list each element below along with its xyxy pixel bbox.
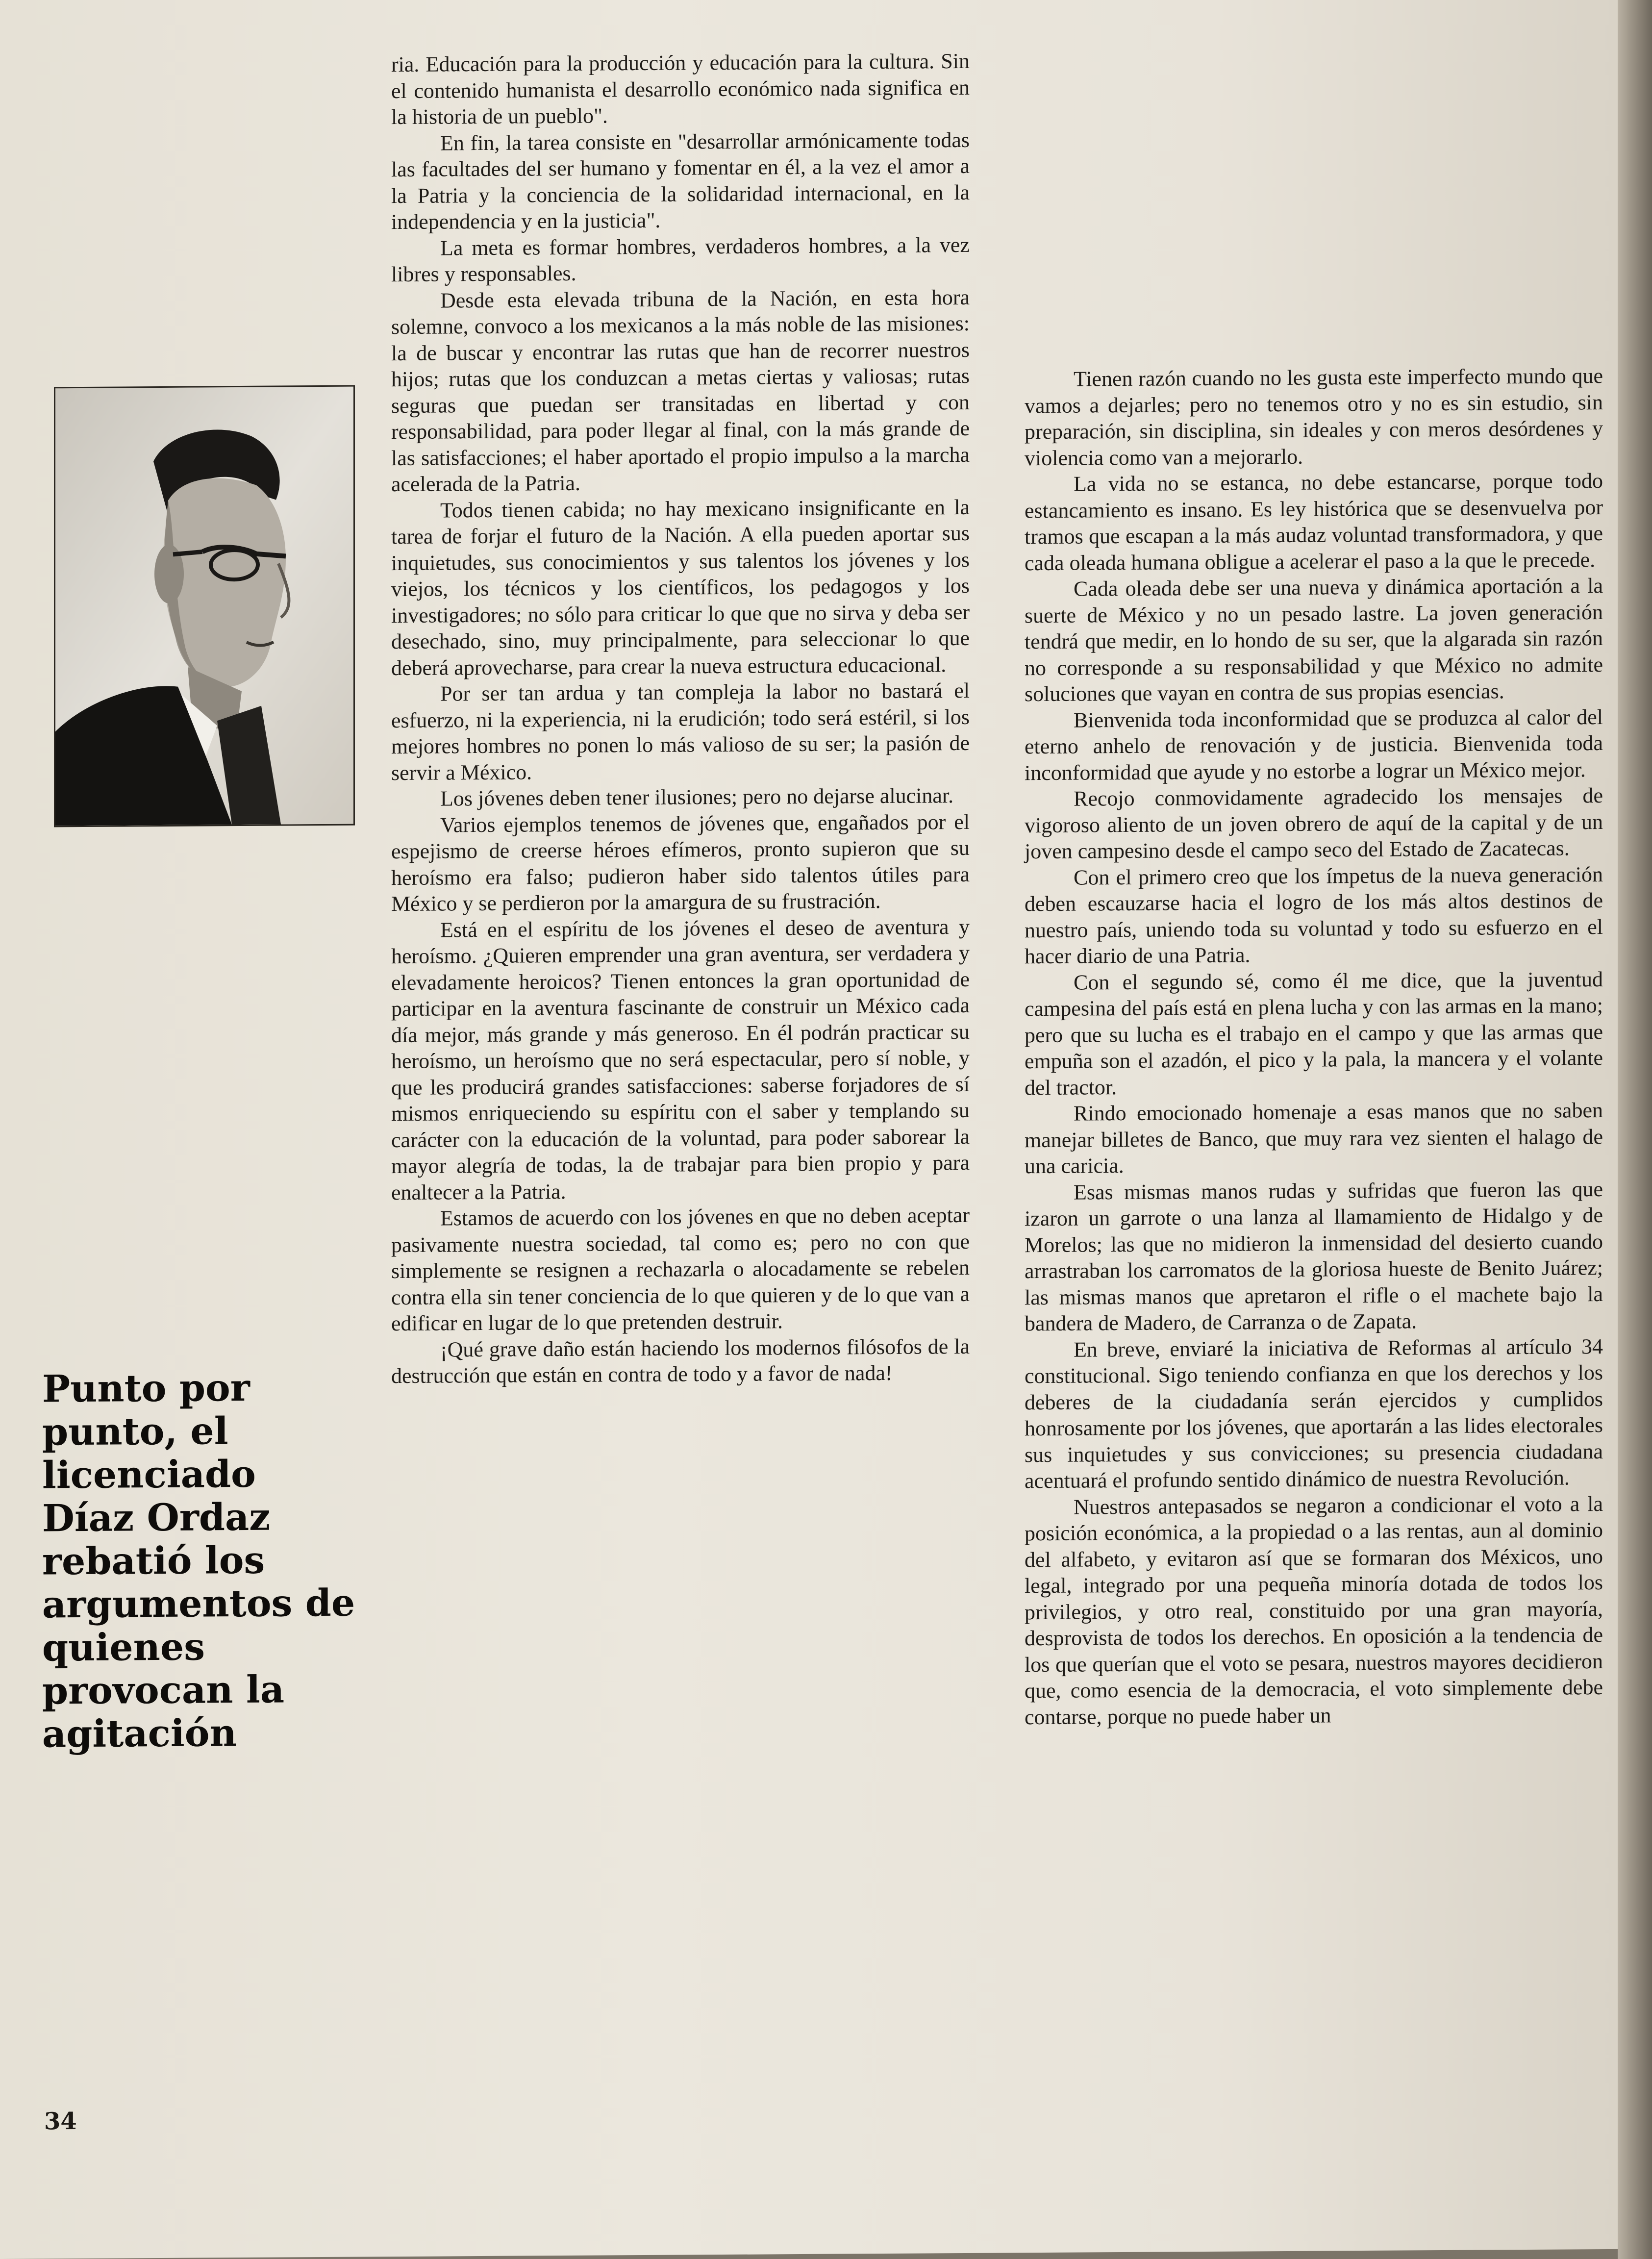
paragraph: Recojo conmovidamente agradecido los mensajes de vigoroso aliento de un joven obrero de aquí de la capital y de un joven campesino desde el campo seco del Estado de Zacatecas. <box>1025 783 1603 864</box>
paragraph: En breve, enviaré la iniciativa de Reformas al artículo 34 constitucional. Sigo teniendo confianza en que los derechos y los deberes de la ciudadanía serán ejercidos y cumplidos honrosamente por los jóvenes, que aportarán a las lides electorales sus inquietudes y sus convicciones; su presencia ciudadana acentuará el profundo sentido dinámico de nuestra Revolución. <box>1025 1334 1603 1493</box>
paragraph: Está en el espíritu de los jóvenes el deseo de aventura y heroísmo. ¿Quieren emprender una gran aventura, ser verdadera y elevadamente heroicos? Tienen entonces la gran oportunidad de participar en la aventura fascinante de construir un México cada día mejor, más grande y más generoso. En él podrán practicar su heroísmo, un heroísmo que no será espectacular, pero sí noble, y que les producirá grandes satisfacciones: saberse forjadores de sí mismos enriqueciendo su espíritu con el saber y templando su carácter con la educación de la voluntad, para poder saborear la mayor alegría de todas, la de trabajar para bien propio y para enaltecer a la Patria. <box>391 914 970 1205</box>
paragraph: En fin, la tarea consiste en "desarrollar armónicamente todas las facultades del ser humano y fomentar en él, a la vez el amor a la Patria y la conciencia de la solidaridad internacional, en la independencia y en la justicia". <box>391 127 970 234</box>
paragraph: Bienvenida toda inconformidad que se produzca al calor del eterno anhelo de renovación y de justicia. Bienvenida toda inconformidad que ayude y no estorbe a lograr un México mejor. <box>1025 704 1603 785</box>
paragraph: Esas mismas manos rudas y sufridas que fueron las que izaron un garrote o una lanza al llamamiento de Hidalgo y de Morelos; las que no midieron la inmensidad del desierto cuando arrastraban los carromatos de la gloriosa hueste de Benito Juárez; las mismas manos que apretaron el rifle o el machete bajo la bandera de Madero, de Carranza o de Zapata. <box>1025 1177 1603 1336</box>
paragraph: La vida no se estanca, no debe estancarse, porque todo estancamiento es insano. Es ley histórica que se desenvuelva por tramos que escapan a la más audaz voluntad transformadora, y que cada oleada humana obligue a acelerar el paso a la que le precede. <box>1025 469 1603 575</box>
paragraph: Todos tienen cabida; no hay mexicano insignificante en la tarea de forjar el futuro de la Nación. A ella pueden aportar sus inquietudes, sus conocimientos y sus talentos los jóvenes y los viejos, los técnicos y los científicos, los pedagogos y los investigadores; no sólo para criticar lo que que no sirva y deba ser desechado, sino, muy principalmente, para seleccionar lo que deberá aprovecharse, para crear la nueva estructura educacional. <box>391 495 970 680</box>
article-column-middle <box>391 48 970 1389</box>
headline: Punto por punto, el licenciado Díaz Ordaz rebatió los argumentos de quienes provocan la agitación <box>42 1365 355 1756</box>
paragraph: Los jóvenes deben tener ilusiones; pero no dejarse alucinar. <box>440 783 954 811</box>
portrait-photo-graphic <box>55 387 353 826</box>
paragraph: Con el segundo sé, como él me dice, que la juventud campesina del país está en plena lucha y con las armas en la mano; pero que su lucha es el trabajo en el campo y que las armas que empuña son el azadón, el pico y la pala, la mancera y el volante del tractor. <box>1025 967 1603 1100</box>
paragraph: La meta es formar hombres, verdaderos hombres, a la vez libres y responsables. <box>391 232 970 287</box>
page-edge <box>1618 0 1652 2259</box>
portrait-photo <box>54 385 355 828</box>
paragraph: Por ser tan ardua y tan compleja la labor no bastará el esfuerzo, ni la experiencia, ni la erudición; todo será estéril, si los mejores hombres no ponen lo más valioso de su ser; la pasión de servir a México. <box>391 678 970 785</box>
page-number: 34 <box>44 2108 77 2135</box>
article-column-right <box>1025 363 1603 1730</box>
paragraph: Con el primero creo que los ímpetus de la nueva generación deben escauzarse hacia el logro de los más altos destinos de nuestro país, uniendo toda su voluntad y todo su esfuerzo en el hacer diario de una Patria. <box>1025 862 1603 969</box>
paragraph: Tienen razón cuando no les gusta este imperfecto mundo que vamos a dejarles; pero no tenemos otro y no es sin estudio, sin preparación, sin disciplina, sin ideales y con meros desórdenes y violencia como van a mejorarlo. <box>1025 364 1603 470</box>
paragraph: ¡Qué grave daño están haciendo los modernos filósofos de la destrucción que están en contra de todo y a favor de nada! <box>391 1334 970 1388</box>
paragraph: Cada oleada debe ser una nueva y dinámica aportación a la suerte de México y no un pesado lastre. La joven generación tendrá que medir, en lo hondo de su ser, que la algarada sin razón no corresponde a su responsabilidad y que México no admite soluciones que vayan en contra de sus propias esencias. <box>1025 574 1603 706</box>
paragraph: Varios ejemplos tenemos de jóvenes que, engañados por el espejismo de creerse héroes efímeros, pronto supieron que su heroísmo era falso; pudieron haber sido talentos útiles para México y se perdieron por la amargura de su frustración. <box>391 809 970 916</box>
paragraph: Nuestros antepasados se negaron a condicionar el voto a la posición económica, a la propiedad o a las rentas, aun al dominio del alfabeto, y evitaron así que se formaran dos Méxicos, uno legal, integrado por una pequeña minoría dotada de todos los privilegios, y otro real, constituido por una gran mayoría, desprovista de todos los derechos. En oposición a la tendencia de los que querían que el voto se pesara, nuestros mayores decidieron que, como esencia de la democracia, el voto simplemente debe contarse, porque no puede haber un <box>1025 1491 1603 1729</box>
paragraph: ria. Educación para la producción y educación para la cultura. Sin el contenido humanista el desarrollo económico nada significa en la historia de un pueblo". <box>391 49 970 129</box>
paragraph: Estamos de acuerdo con los jóvenes en que no deben aceptar pasivamente nuestra sociedad, tal como es; pero no con que simplemente se resignen a rechazarla o alocadamente se rebelen contra ella sin tener conciencia de lo que quieren y de lo que van a edificar en lugar de lo que pretenden destruir. <box>391 1203 970 1336</box>
paragraph: Desde esta elevada tribuna de la Nación, en esta hora solemne, convoco a los mexicanos a la más noble de las misiones: la de buscar y encontrar las rutas que han de recorrer nuestros hijos; rutas que los conduzcan a metas ciertas y valiosas; rutas seguras que puedan ser transitadas en libertad y con responsabilidad, para poder llegar al final, con la más grande de las satisfacciones; el haber aportado el propio impulso a la marcha acelerada de la Patria. <box>391 285 970 497</box>
paragraph: Rindo emocionado homenaje a esas manos que no saben manejar billetes de Banco, que muy rara vez sienten el halago de una caricia. <box>1025 1098 1603 1179</box>
